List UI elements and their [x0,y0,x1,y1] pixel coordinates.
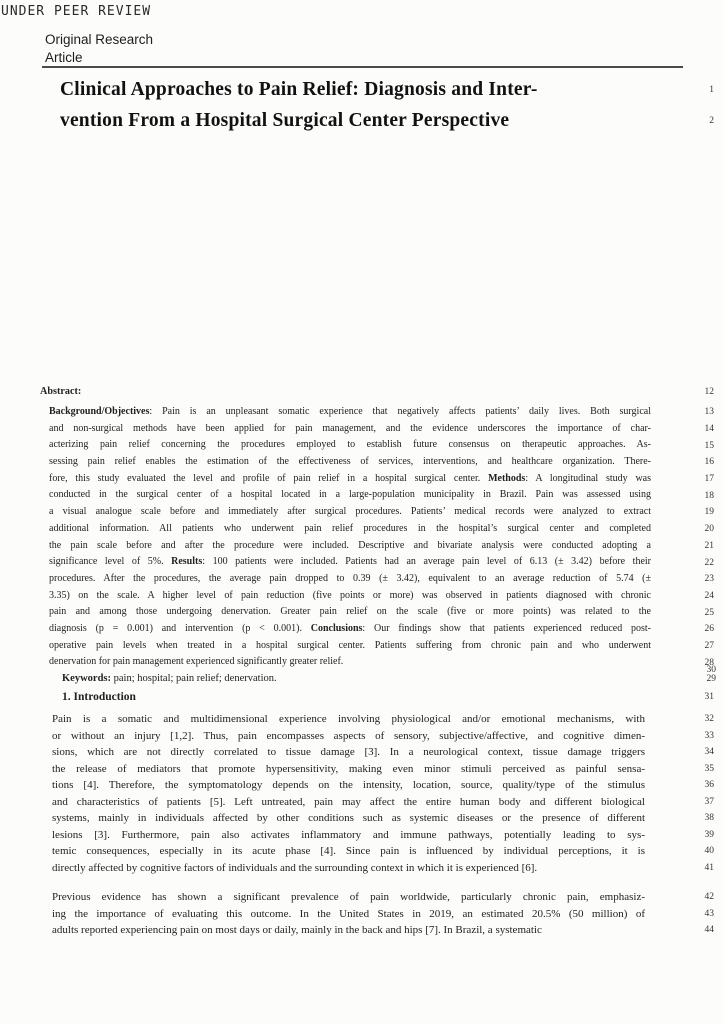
intro-line-text: and characteristics of patients [5]. Left untreated, pain may affect the entire human body and different biological [52,795,645,808]
title-line [0,105,724,136]
title-line [0,74,724,105]
header-rule [42,66,683,68]
line-number: 22 [704,557,714,568]
intro-line-text: ing the importance of evaluating this outcome. In the United States in 2019, an estimated 20.5% (50 million) of [52,907,645,920]
abstract-line [0,571,724,588]
line-number: 33 [704,730,714,741]
intro-line-text: Previous evidence has shown a significant prevalence of pain worldwide, particularly chronic pain, emphasiz- [52,891,645,903]
intro-line [0,761,724,778]
keywords-list: pain; hospital; pain relief; denervation. [111,673,277,684]
line-number: 23 [704,574,714,585]
intro-line-text: tions [4]. Therefore, the symptomatology depends on the intensity, location, source, quality/type of the stimulus [52,779,645,791]
intro-line-text: directly affected by cognitive factors of individuals and the surrounding context in which it is experienced [6]. [52,861,538,874]
line-number: 38 [704,813,714,824]
keywords-label: Keywords: [62,673,111,684]
intro-line [0,889,724,906]
abstract-line [0,421,724,438]
line-number: 20 [704,524,714,535]
abstract-line-text: significance level of 5%. Results: 100 patients were included. Patients had an average pain level of 6.13 (± 3.42) before their [49,556,651,568]
abstract-line [0,538,724,555]
article-type-line-1: Original Research [45,32,154,47]
abstract-line [0,604,724,621]
introduction-paragraph-2 [0,889,724,939]
intro-line-text: or without an injury [1,2]. Thus, pain encompasses aspects of sensory, subjective/affective, and cognitive dimen- [52,729,645,742]
intro-line-text: temic consequences, especially in its acute phase [4]. Since pain is influenced by individual perceptions, it is [52,845,645,857]
introduction-paragraph-1 [0,711,724,876]
abstract-line [0,554,724,571]
line-number: 37 [704,796,714,807]
intro-line [0,777,724,794]
intro-line-text: the release of mediators that promote hypersensitivity, making even minor stimuli perceived as painful sensa- [52,762,645,775]
line-number: 26 [704,624,714,635]
line-number: 36 [704,780,714,791]
abstract-line [0,504,724,521]
abstract-line-text: 3.35) on the scale. A higher level of pain reduction (five points or more) was observed in patients diagnosed with chronic [49,589,651,601]
abstract-line-text: diagnosis (p = 0.001) and intervention (p < 0.001). Conclusions: Our findings show that patients experienced reduced post- [49,622,651,634]
intro-line-text: adults reported experiencing pain on most days or daily, mainly in the back and hips [7]. In Brazil, a systematic [52,924,542,936]
intro-line [0,810,724,827]
abstract-line-text: pain and among those undergoing denervation. Greater pain relief on the scale (five or more points) was related to the [49,606,651,618]
article-title [0,74,724,136]
abstract-line [0,404,724,421]
abstract-line-text: conducted in the surgical center of a hospital located in a large-population municipality in Brazil. Pain was assessed using [49,489,651,501]
intro-line [0,744,724,761]
line-number: 40 [704,846,714,857]
abstract-line-text: and non-surgical methods have been applied for pain management, and the evidence underscores the importance of char- [49,422,651,434]
intro-line [0,922,724,939]
line-number: 29 [706,673,716,684]
abstract-line-text: the pain scale before and after the procedure were included. Descriptive and bivariate analysis were conducted adopting a [49,539,651,551]
abstract-line-text: a visual analogue scale before and immediately after surgical procedures. Patients’ medical records were analyzed to extract [49,506,651,518]
article-type-line-2: Article [45,49,83,65]
peer-review-banner: UNDER PEER REVIEW [1,4,152,19]
line-number: 44 [704,925,714,936]
line-number: 18 [704,490,714,501]
abstract-line [0,471,724,488]
intro-line [0,794,724,811]
line-number: 21 [704,540,714,551]
abstract-line [0,487,724,504]
abstract-label-row [0,383,724,400]
intro-line [0,711,724,728]
line-number: 25 [704,607,714,618]
title-line-text: vention From a Hospital Surgical Center Perspective [60,109,510,131]
section-heading-row [0,689,724,705]
abstract-body [0,404,724,671]
line-number: 39 [704,829,714,840]
section-heading-introduction: 1. Introduction [62,691,136,703]
intro-line [0,827,724,844]
line-number: 16 [704,457,714,468]
line-number: 32 [704,714,714,725]
intro-line-text: sions, which are not directly correlated to tissue damage [3]. In a neurological context, tissue damage triggers [52,746,645,758]
keywords-row [0,665,724,686]
line-number: 27 [704,640,714,651]
abstract-line-text: fore, this study evaluated the level and profile of pain relief in a hospital surgical center. Methods: A longitudinal study was [49,472,651,484]
intro-line [0,728,724,745]
intro-line [0,906,724,923]
keywords [0,672,277,686]
line-number: 13 [704,407,714,418]
abstract-line-text: sessing pain relief enables the estimation of the effectiveness of services, interventions, and healthcare organization. There- [49,456,651,468]
line-number: 35 [704,763,714,774]
abstract-line [0,638,724,655]
abstract-line-text: additional information. All patients who underwent pain relief procedures in the hospital’s surgical center and completed [49,522,651,534]
abstract-line [0,437,724,454]
abstract-line-text: acterizing pain relief concerning the procedures employed to establish future consensus on therapeutic approaches. As- [49,439,651,451]
abstract-line-text: denervation for pain management experienced significantly greater relief. [49,656,344,668]
line-number: 1 [709,84,714,95]
abstract-label: Abstract: [40,386,82,397]
line-number: 19 [704,507,714,518]
title-line-text: Clinical Approaches to Pain Relief: Diagnosis and Inter- [60,78,538,100]
abstract-line [0,521,724,538]
abstract-line [0,454,724,471]
abstract-line-text: operative pain levels when treated in a hospital surgical center. Patients suffering from chronic pain and who underwent [49,639,651,651]
intro-line-text: lesions [3]. Furthermore, pain also activates inflammatory and immune pathways, potentially leading to sys- [52,828,645,841]
article-type [45,31,153,66]
line-number: 28 [704,657,714,668]
line-number: 24 [704,590,714,601]
line-number: 15 [704,440,714,451]
line-number: 43 [704,908,714,919]
line-number: 30 [706,665,716,675]
line-number: 31 [704,692,714,702]
intro-line-text: systems, mainly in individuals affected by other conditions such as systemic diseases or the presence of different [52,812,645,824]
line-number: 42 [704,892,714,903]
line-number: 41 [704,862,714,873]
abstract-line-text: Background/Objectives: Pain is an unpleasant somatic experience that negatively affects patients’ daily lives. Both surgical [49,406,651,417]
line-number: 17 [704,474,714,485]
line-number: 14 [704,424,714,435]
intro-line [0,843,724,860]
line-number: 12 [704,386,714,397]
line-number: 2 [709,115,714,126]
abstract-line [0,588,724,605]
intro-line-text: Pain is a somatic and multidimensional experience involving physiological and/or emotional mechanisms, with [52,713,645,725]
line-number-stack [277,666,724,686]
abstract-line [0,621,724,638]
abstract-line-text: procedures. After the procedures, the average pain dropped to 0.39 (± 3.42), equivalent to an average reduction of 5.74 (± [49,572,651,584]
intro-line [0,860,724,877]
line-number: 34 [704,747,714,758]
